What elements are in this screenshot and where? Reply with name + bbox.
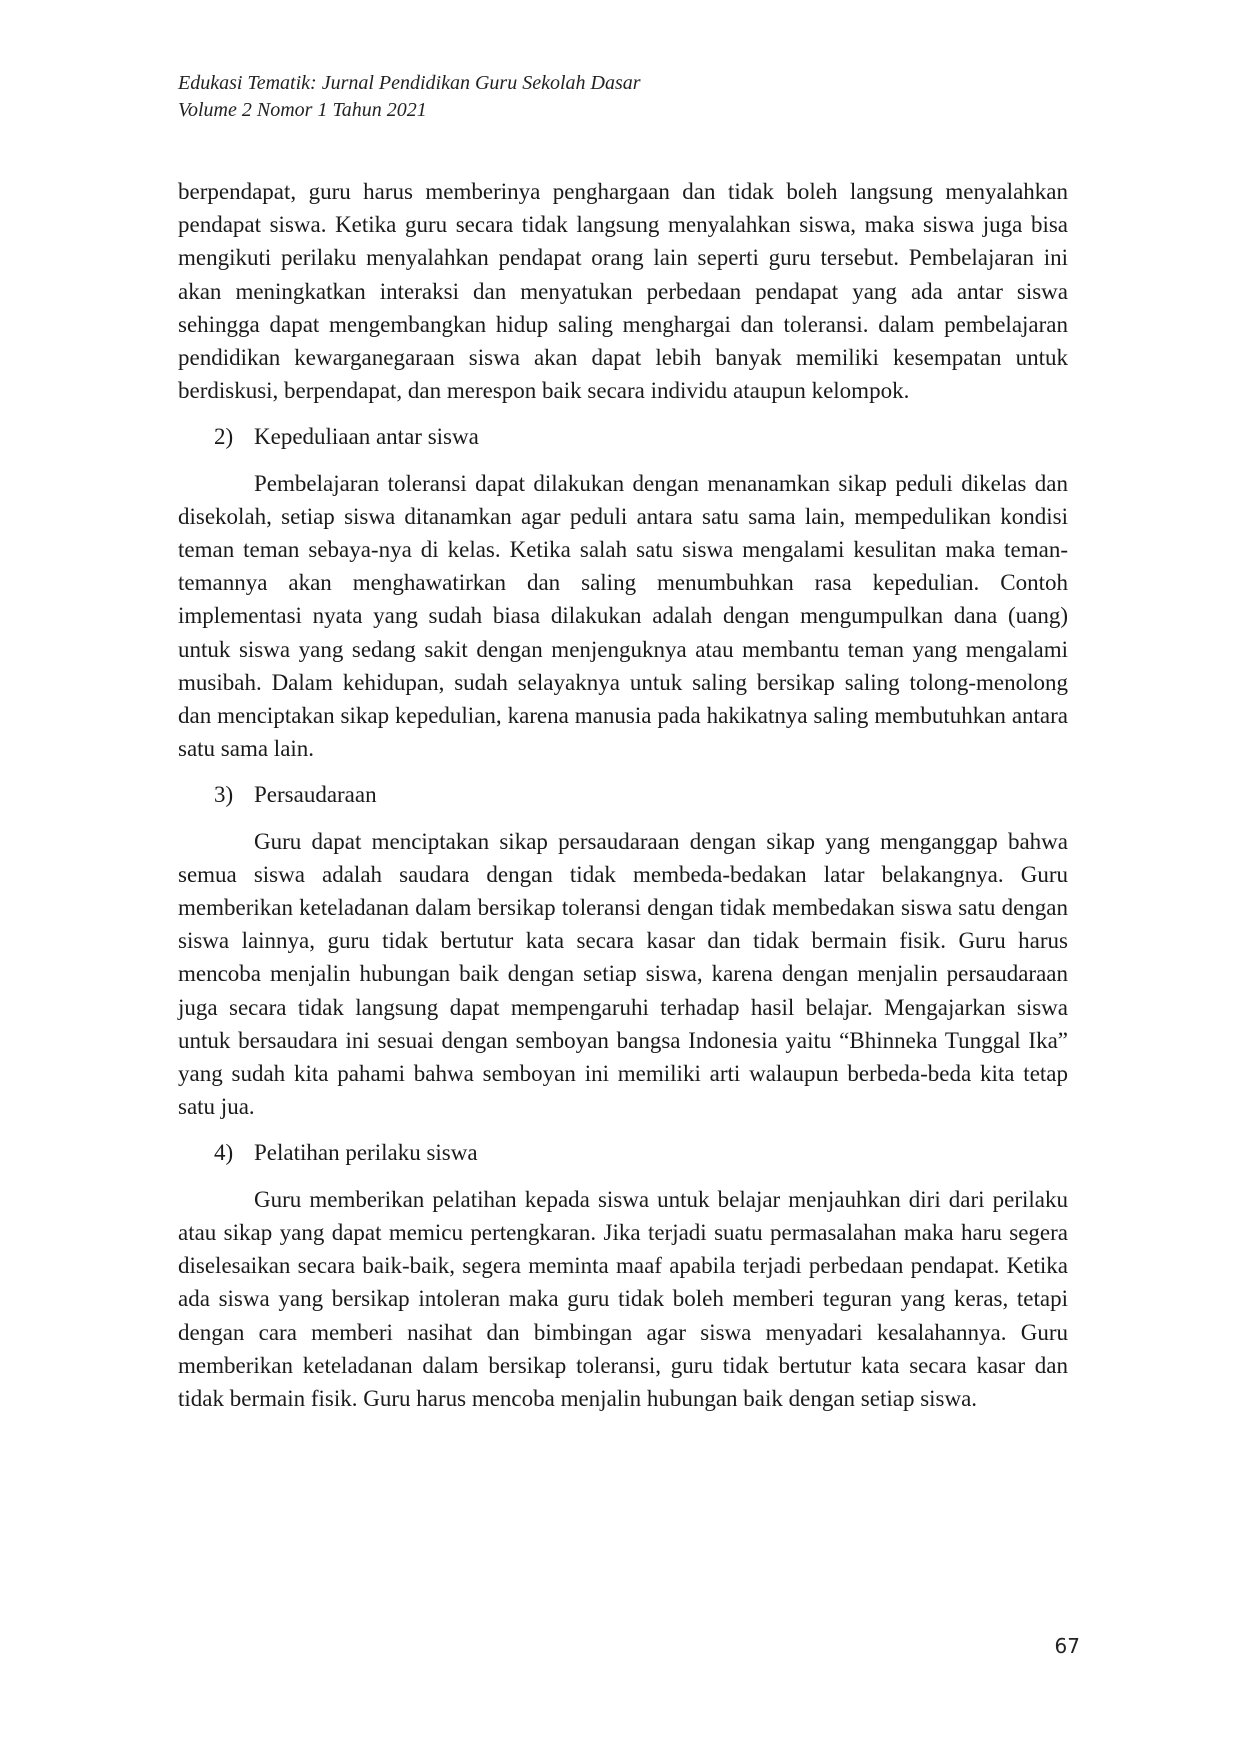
journal-volume: Volume 2 Nomor 1 Tahun 2021	[178, 99, 427, 121]
section-paragraph-4: Guru memberikan pelatihan kepada siswa untuk belajar menjauhkan diri dari perilaku atau sikap yang dapat memicu pertengkaran. Jika terjadi suatu permasalahan maka haru segera diselesaikan secara baik-baik, segera meminta maaf apabila terjadi perbedaan pendapat. Ketika ada siswa yang bersikap intoleran maka guru tidak boleh memberi teguran yang keras, tetapi dengan cara memberi nasihat dan bimbingan agar siswa menyadari kesalahannya. Guru memberikan keteladanan dalam bersikap toleransi, guru tidak bertutur kata secara kasar dan tidak bermain fisik. Guru harus mencoba menjalin hubungan baik dengan setiap siswa.	[178, 1186, 1068, 1411]
section-number: 2)	[214, 424, 234, 450]
section-heading-4	[214, 1136, 1068, 1169]
section-paragraph-3: Guru dapat menciptakan sikap persaudaraan dengan sikap yang menganggap bahwa semua siswa adalah saudara dengan tidak membeda-bedakan latar belakangnya. Guru memberikan keteladanan dalam bersikap toleransi dengan tidak membedakan siswa satu dengan siswa lainnya, guru tidak bertutur kata secara kasar dan tidak bermain fisik. Guru harus mencoba menjalin hubungan baik dengan setiap siswa, karena dengan menjalin persaudaraan juga secara tidak langsung dapat mempengaruhi terhadap hasil belajar. Mengajarkan siswa untuk bersaudara ini sesuai dengan semboyan bangsa Indonesia yaitu “Bhinneka Tunggal Ika” yang sudah kita pahami bahwa semboyan ini memiliki arti walaupun berbeda-beda kita tetap satu jua.	[178, 828, 1068, 1120]
section-heading-3	[214, 778, 1068, 811]
running-header	[178, 70, 1078, 124]
section-heading-2	[214, 420, 1068, 453]
section-number: 4)	[214, 1140, 234, 1166]
article-body	[178, 175, 1068, 1415]
intro-paragraph: berpendapat, guru harus memberinya penghargaan dan tidak boleh langsung menyalahkan pendapat siswa. Ketika guru secara tidak langsung menyalahkan siswa, maka siswa juga bisa mengikuti perilaku menyalahkan pendapat orang lain seperti guru tersebut. Pembelajaran ini akan meningkatkan interaksi dan menyatukan perbedaan pendapat yang ada antar siswa sehingga dapat mengembangkan hidup saling menghargai dan toleransi. dalam pembelajaran pendidikan kewarganegaraan siswa akan dapat lebih banyak memiliki kesempatan untuk berdiskusi, berpendapat, dan merespon baik secara individu ataupun kelompok.	[178, 179, 1068, 404]
section-title: Pelatihan perilaku siswa	[254, 1140, 478, 1166]
section-title: Persaudaraan	[254, 782, 377, 808]
section-paragraph-2: Pembelajaran toleransi dapat dilakukan dengan menanamkan sikap peduli dikelas dan disekolah, setiap siswa ditanamkan agar peduli antara satu sama lain, mempedulikan kondisi teman teman sebaya-nya di kelas. Ketika salah satu siswa mengalami kesulitan maka teman-temannya akan menghawatirkan dan saling menumbuhkan rasa kepedulian. Contoh implementasi nyata yang sudah biasa dilakukan adalah dengan mengumpulkan dana (uang) untuk siswa yang sedang sakit dengan menjenguknya atau membantu teman yang mengalami musibah. Dalam kehidupan, sudah selayaknya untuk saling bersikap saling tolong-menolong dan menciptakan sikap kepedulian, karena manusia pada hakikatnya saling membutuhkan antara satu sama lain.	[178, 470, 1068, 762]
section-number: 3)	[214, 782, 234, 808]
journal-title: Edukasi Tematik: Jurnal Pendidikan Guru Sekolah Dasar	[178, 72, 641, 94]
section-title: Kepeduliaan antar siswa	[254, 424, 479, 450]
page-number: 67	[1054, 1634, 1080, 1658]
